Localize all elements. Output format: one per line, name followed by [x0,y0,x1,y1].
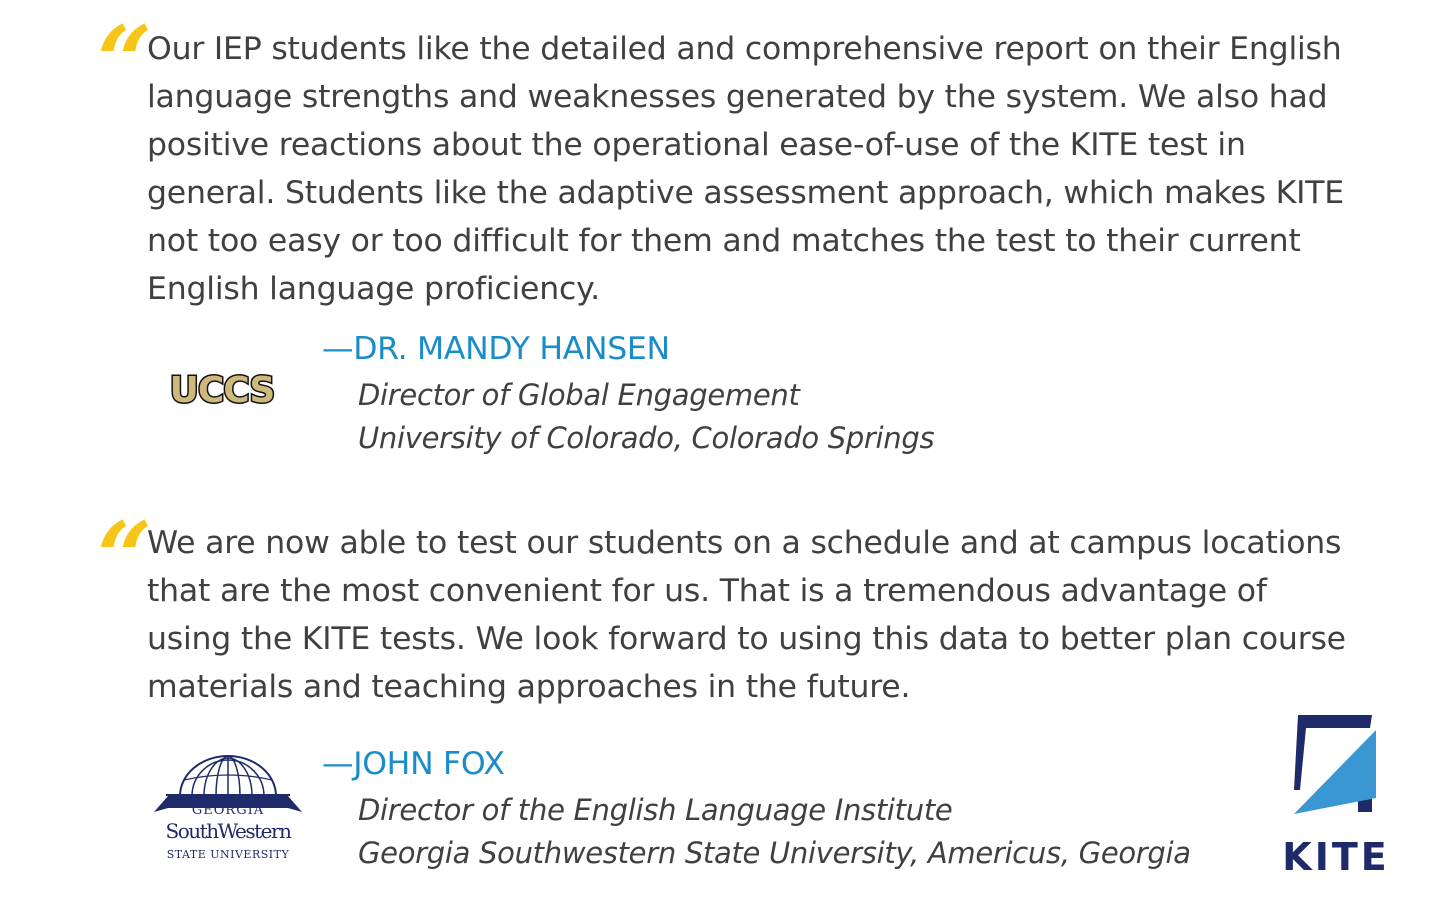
kite-logo [1284,712,1388,876]
quote-mark-icon: “ [97,5,153,118]
testimonial-quote: Our IEP students like the detailed and comprehensive report on their English language strengths and weaknesses generated by the system. We also had positive reactions about the operational ease-of-use of the KITE test in general. Students like the adaptive assessment approach, which makes KITE not too easy or too difficult for them and matches the test to their current English language proficiency. [147,31,1344,307]
kite-logo-text: KITE [1284,835,1388,876]
testimonial-quote: We are now able to test our students on a schedule and at campus locations that are the most convenient for us. That is a tremendous advantage of using the KITE tests. We look forward to using this data to better plan course materials and teaching approaches in the future. [147,525,1346,705]
testimonial-author: —JOHN FOX [322,746,505,782]
gsw-logo-line2: SouthWestern [165,819,291,843]
testimonial-author: —DR. MANDY HANSEN [322,331,670,367]
testimonial-author-title: Director of Global Engagement [358,378,800,412]
testimonial-author-title: Director of the English Language Institute [358,793,953,827]
testimonial-author-organization: University of Colorado, Colorado Springs [358,421,935,455]
uccs-logo [158,368,286,412]
uccs-logo-text: UCCS [169,370,275,411]
gsw-logo-line3: STATE UNIVERSITY [166,848,290,861]
gsw-logo-line1: GEORGIA [191,803,265,818]
quote-mark-icon: “ [97,501,153,614]
testimonial-author-organization: Georgia Southwestern State University, Americus, Georgia [358,836,1191,870]
gsw-logo [152,752,304,864]
